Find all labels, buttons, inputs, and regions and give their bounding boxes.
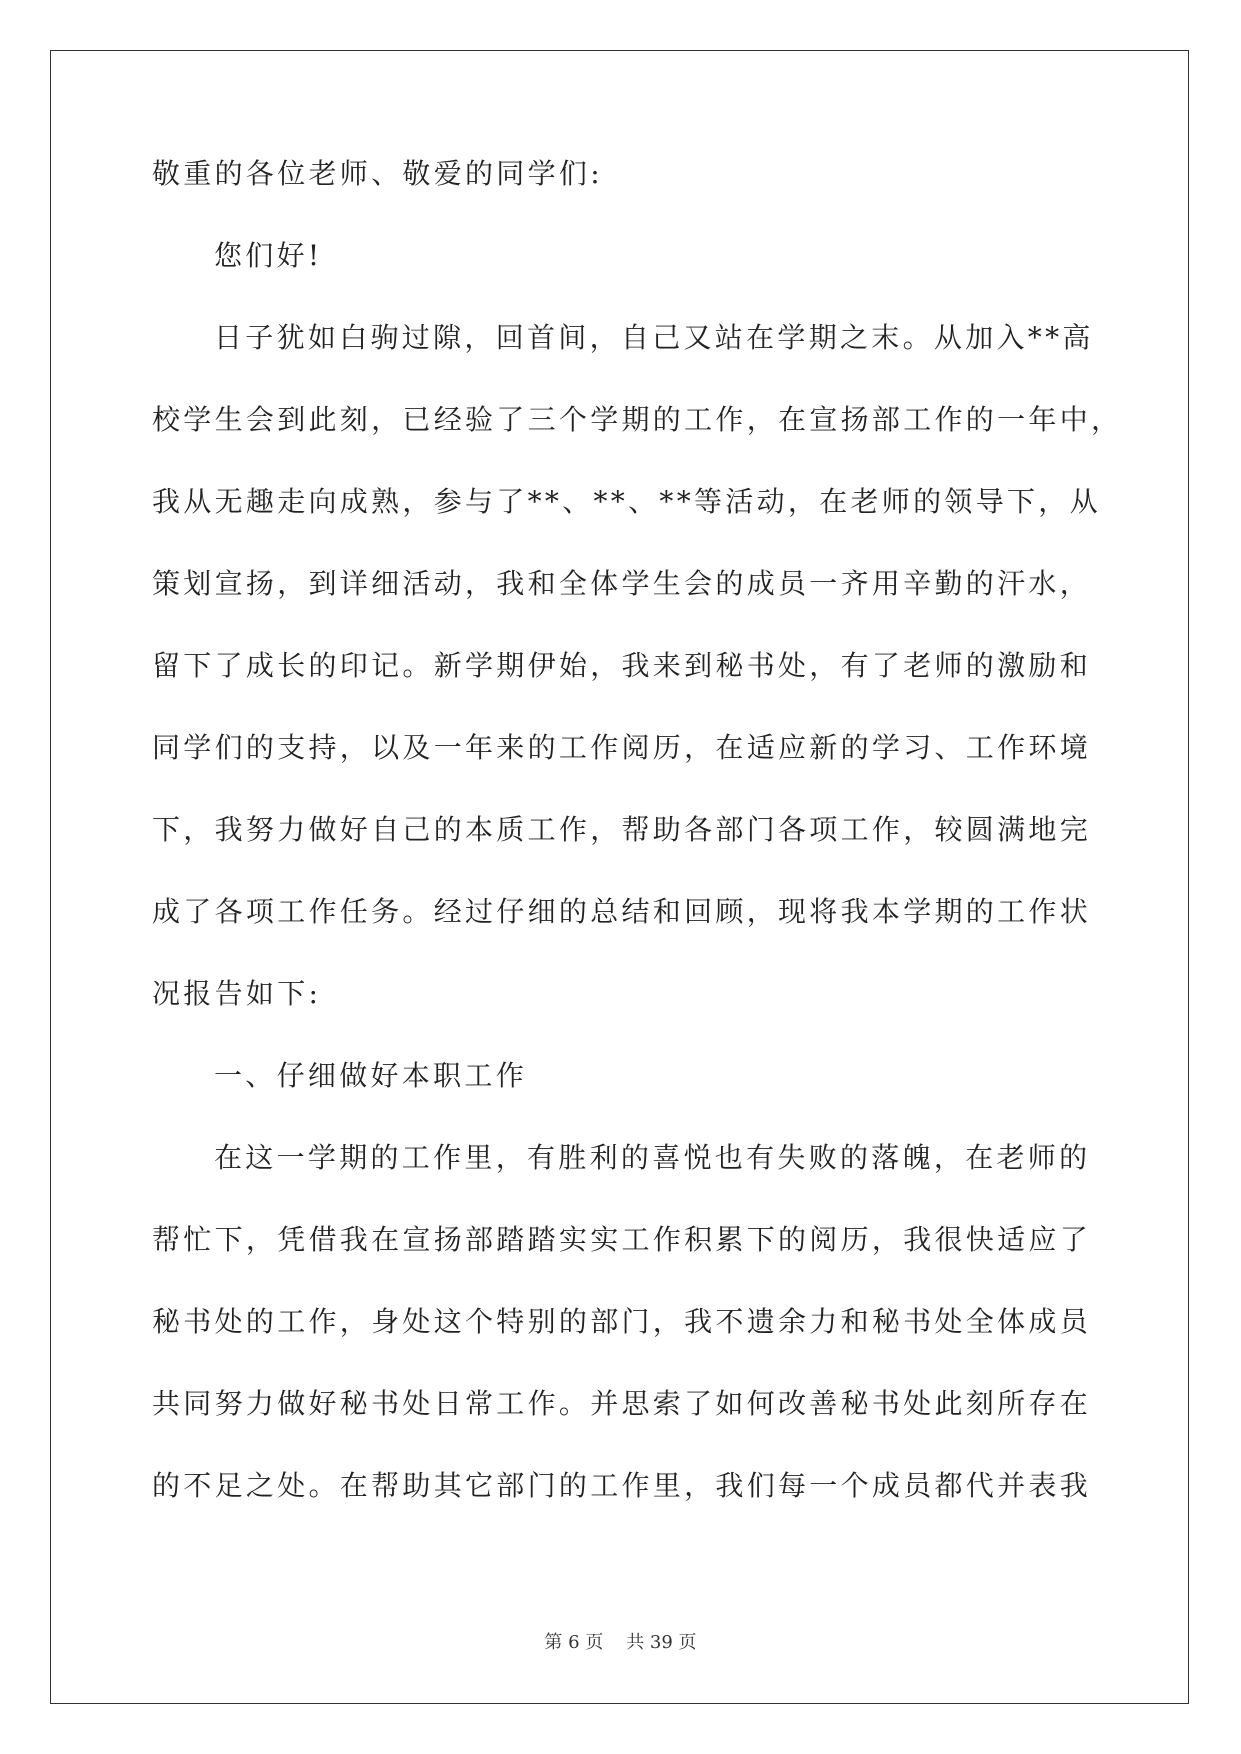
paragraph-line: 共同努力做好秘书处日常工作。并思索了如何改善秘书处此刻所存在: [152, 1387, 1092, 1420]
paragraph-line: 我从无趣走向成熟，参与了**、**、**等活动，在老师的领导下，从: [152, 485, 1101, 518]
paragraph-line: 的不足之处。在帮助其它部门的工作里，我们每一个成员都代并表我: [152, 1469, 1092, 1502]
paragraph-line: 日子犹如白驹过隙，回首间，自己又站在学期之末。从加入**高: [214, 321, 1094, 354]
paragraph-line: 同学们的支持，以及一年来的工作阅历，在适应新的学习、工作环境: [152, 731, 1092, 764]
page-number: 第 6 页 共 39 页: [544, 1632, 697, 1653]
document-body: [152, 157, 1123, 1552]
paragraph-line: 下，我努力做好自己的本质工作，帮助各部门各项工作，较圆满地完: [152, 813, 1092, 846]
paragraph-line: 在这一学期的工作里，有胜利的喜悦也有失败的落魄，在老师的: [214, 1141, 1091, 1174]
paragraph-line: 成了各项工作任务。经过仔细的总结和回顾，现将我本学期的工作状: [152, 895, 1092, 928]
paragraph-line: 秘书处的工作，身处这个特别的部门，我不遗余力和秘书处全体成员: [152, 1305, 1092, 1338]
paragraph-line: 策划宣扬，到详细活动，我和全体学生会的成员一齐用辛勤的汗水，: [152, 567, 1092, 600]
paragraph-line: 留下了成长的印记。新学期伊始，我来到秘书处，有了老师的激励和: [152, 649, 1092, 682]
section-heading: 一、仔细做好本职工作: [214, 1059, 528, 1092]
paragraph-line: 帮忙下，凭借我在宣扬部踏踏实实工作积累下的阅历，我很快适应了: [152, 1223, 1092, 1256]
greeting-line: 您们好!: [214, 239, 323, 272]
salutation-line: 敬重的各位老师、敬爱的同学们:: [152, 157, 603, 190]
paragraph-line: 校学生会到此刻，已经验了三个学期的工作，在宣扬部工作的一年中，: [152, 403, 1123, 436]
paragraph-line: 况报告如下:: [152, 977, 322, 1010]
